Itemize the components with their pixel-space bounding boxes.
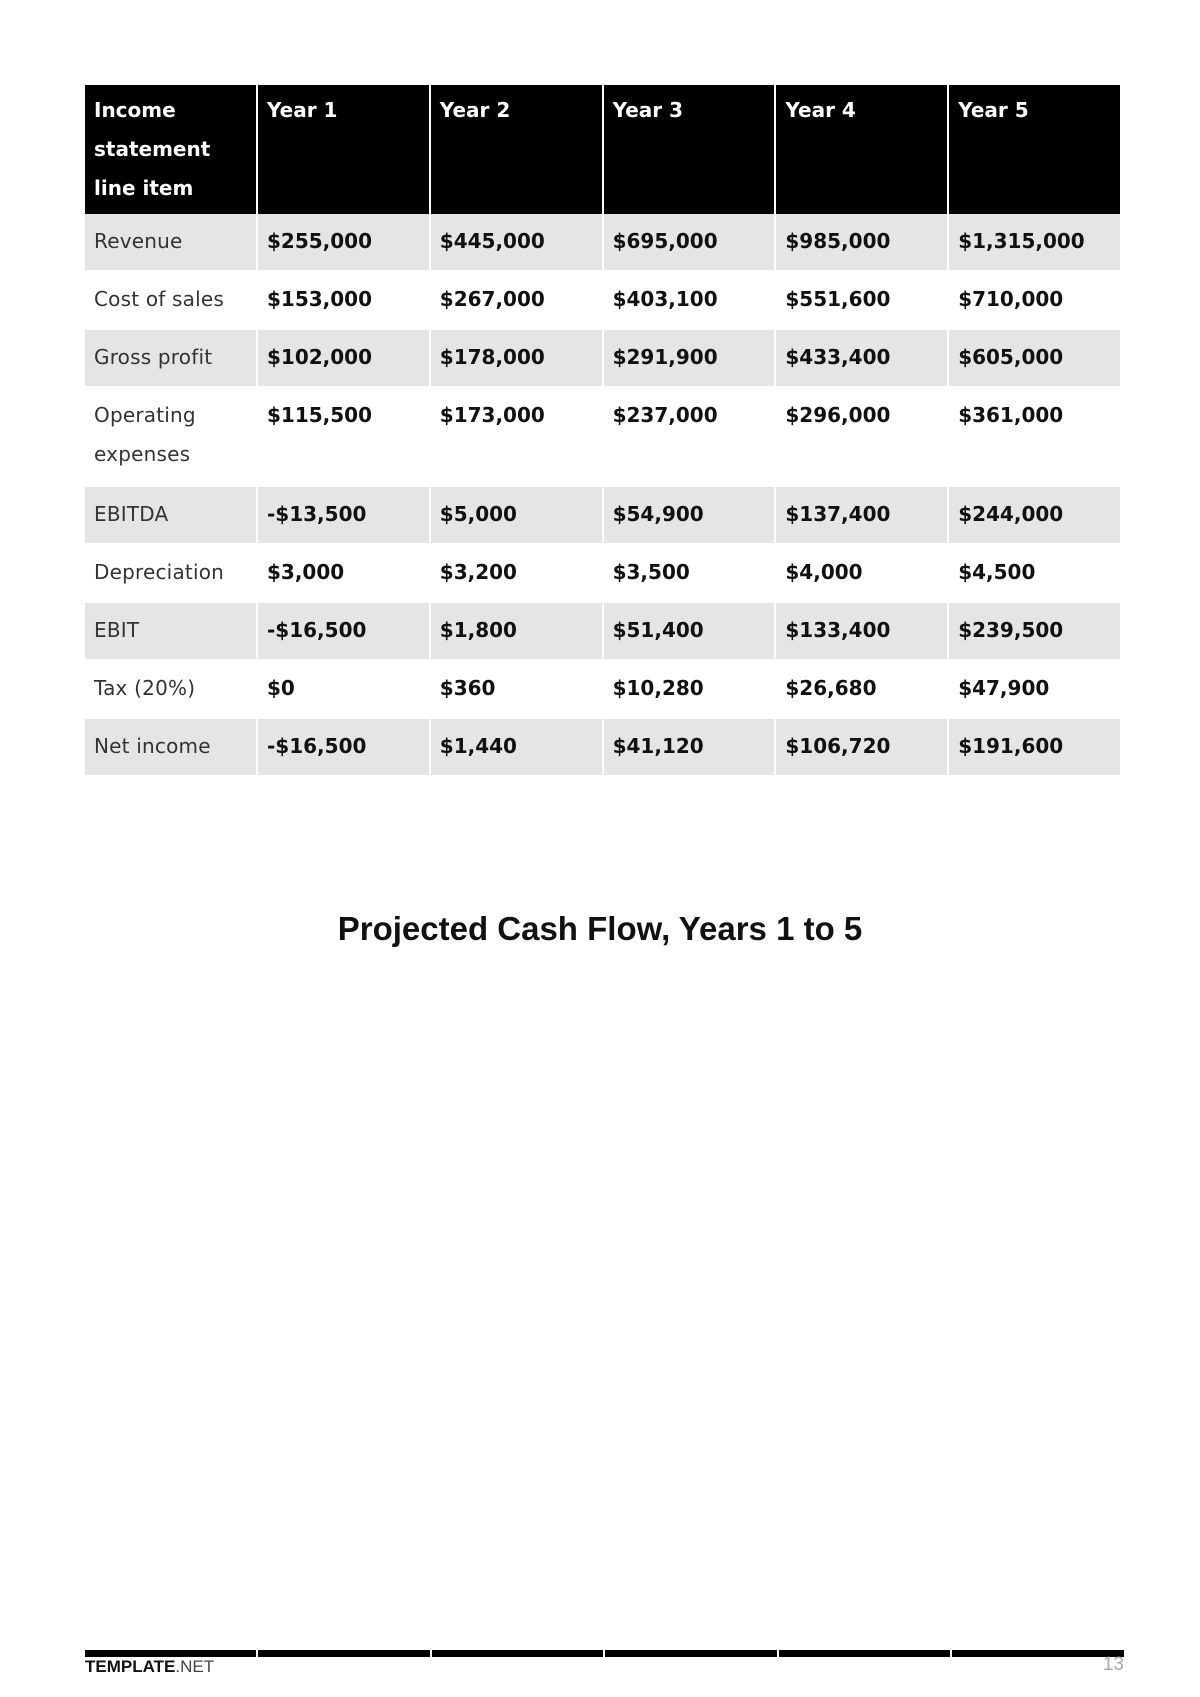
header-year-1: Year 1 (258, 85, 429, 214)
header-line-item: Income statement line item (85, 85, 256, 214)
brand-name: TEMPLATE (85, 1657, 176, 1676)
cell-value: $10,280 (604, 661, 775, 719)
row-label: Tax (20%) (85, 661, 256, 719)
row-label: Cost of sales (85, 272, 256, 330)
cell-value: $291,900 (604, 330, 775, 388)
cell-value: $695,000 (604, 214, 775, 272)
table-row (85, 487, 1120, 545)
cell-value: $153,000 (258, 272, 429, 330)
cell-value: $3,500 (604, 545, 775, 603)
cell-value: $361,000 (949, 388, 1120, 487)
cell-value: $3,000 (258, 545, 429, 603)
cell-value: $267,000 (431, 272, 602, 330)
cell-value: $173,000 (431, 388, 602, 487)
cell-value: $296,000 (776, 388, 947, 487)
cell-value: -$13,500 (258, 487, 429, 545)
row-label: Revenue (85, 214, 256, 272)
cell-value: $0 (258, 661, 429, 719)
cell-value: $137,400 (776, 487, 947, 545)
cell-value: $551,600 (776, 272, 947, 330)
cell-value: $178,000 (431, 330, 602, 388)
row-label: EBIT (85, 603, 256, 661)
cell-value: $3,200 (431, 545, 602, 603)
brand-suffix: .NET (175, 1657, 215, 1676)
cell-value: -$16,500 (258, 719, 429, 777)
cell-value: $710,000 (949, 272, 1120, 330)
cell-value: $237,000 (604, 388, 775, 487)
cell-value: $255,000 (258, 214, 429, 272)
cell-value: $1,800 (431, 603, 602, 661)
row-label: Gross profit (85, 330, 256, 388)
cell-value: $106,720 (776, 719, 947, 777)
header-year-4: Year 4 (776, 85, 947, 214)
cell-value: $605,000 (949, 330, 1120, 388)
table-row (85, 330, 1120, 388)
cell-value: $360 (431, 661, 602, 719)
cell-value: $191,600 (949, 719, 1120, 777)
income-statement-table (83, 85, 1122, 777)
table-header-row (85, 85, 1120, 214)
page-number: 13 (1102, 1654, 1124, 1675)
cell-value: $47,900 (949, 661, 1120, 719)
cell-value: $4,000 (776, 545, 947, 603)
section-title: Projected Cash Flow, Years 1 to 5 (337, 910, 863, 947)
cell-value: $102,000 (258, 330, 429, 388)
footer-rule (85, 1650, 1124, 1657)
header-year-5: Year 5 (949, 85, 1120, 214)
header-year-2: Year 2 (431, 85, 602, 214)
cell-value: $5,000 (431, 487, 602, 545)
cell-value: $239,500 (949, 603, 1120, 661)
cell-value: -$16,500 (258, 603, 429, 661)
cell-value: $985,000 (776, 214, 947, 272)
header-year-3: Year 3 (604, 85, 775, 214)
cell-value: $4,500 (949, 545, 1120, 603)
cell-value: $51,400 (604, 603, 775, 661)
row-label: Net income (85, 719, 256, 777)
row-label: Operating expenses (85, 388, 256, 487)
cell-value: $41,120 (604, 719, 775, 777)
cell-value: $433,400 (776, 330, 947, 388)
cell-value: $244,000 (949, 487, 1120, 545)
cell-value: $133,400 (776, 603, 947, 661)
cell-value: $1,440 (431, 719, 602, 777)
row-label: EBITDA (85, 487, 256, 545)
table-row (85, 214, 1120, 272)
table-row (85, 545, 1120, 603)
table-row (85, 719, 1120, 777)
cell-value: $1,315,000 (949, 214, 1120, 272)
table-row (85, 388, 1120, 487)
cell-value: $445,000 (431, 214, 602, 272)
brand-logo (85, 1657, 214, 1677)
cell-value: $26,680 (776, 661, 947, 719)
cell-value: $115,500 (258, 388, 429, 487)
cell-value: $403,100 (604, 272, 775, 330)
table-row (85, 661, 1120, 719)
table-row (85, 272, 1120, 330)
cell-value: $54,900 (604, 487, 775, 545)
row-label: Depreciation (85, 545, 256, 603)
table-row (85, 603, 1120, 661)
